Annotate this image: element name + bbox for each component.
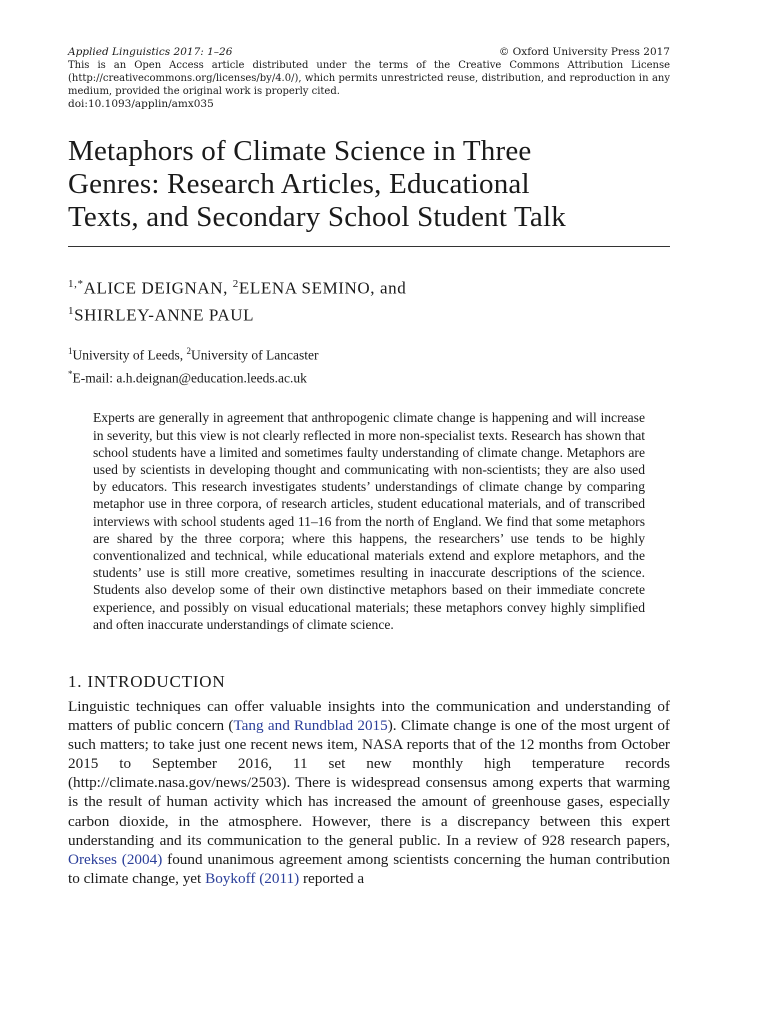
author-name: ELENA SEMINO, and — [238, 278, 407, 298]
author-sup: 1 — [68, 304, 75, 317]
title-line: Metaphors of Climate Science in Three — [68, 135, 532, 167]
abstract: Experts are generally in agreement that anthropogenic climate change is happening and will increase in severity, but this view is not clearly reflected in more non-specialist texts. Research has shown that school students have a limited and sometimes faulty understanding of climate change. Metaphors are used by scientists in developing thought and communicating with non-scientists; they are also used by educators. This research investigates students’ understandings of climate change by comparing metaphor use in three corpora, of research articles, student educational materials, and of transcribed interviews with school students aged 11–16 from the north of England. We find that some metaphors are shared by the three corpora; where this happens, the researchers’ use tends to be highly conventionalized and technical, while educational materials extend and explore metaphors, and the students’ use is still more creative, sometimes resulting in inaccurate descriptions of the science. Students also develop some of their own distinctive metaphors based on their immediate concrete experience, and possibly on visual educational materials; these metaphors convey highly simplified and often inaccurate understandings of climate science. — [93, 410, 645, 632]
title-line: Texts, and Secondary School Student Talk — [68, 201, 566, 233]
body-text: reported a — [299, 869, 365, 887]
title-line: Genres: Research Articles, Educational — [68, 168, 530, 200]
author-sup: 2 — [232, 278, 239, 290]
citation-link[interactable]: Orekses (2004) — [68, 850, 163, 868]
body-text: Linguistic techniques can offer valuable insights into the communication and understanding of matters of public concern ( — [68, 697, 670, 735]
author-name: SHIRLEY-ANNE PAUL — [74, 305, 255, 325]
title-rule — [68, 246, 670, 247]
body-text: found unanimous agreement among scientists concerning the human contribution to climate change, yet — [68, 850, 670, 887]
author-sup: 1,* — [68, 278, 84, 290]
article-title — [68, 135, 670, 234]
running-header — [68, 46, 670, 59]
citation-link[interactable]: Boykoff (2011) — [205, 869, 300, 887]
author-list — [68, 273, 670, 326]
body-text: ). Climate change is one of the most urgent of such matters; to take just one recent news item, NASA reports that of the 12 months from October 2015 to September 2016, 11 set new monthly high temperature records (http://climate.nasa.gov/news/2503). There is widespread consensus among experts that warming is the result of human activity which has increased the amount of greenhouse gases, especially carbon dioxide, in the atmosphere. However, there is a discrepancy between this expert understanding and its communication to the general public. In a review of 928 research papers, — [68, 717, 670, 849]
copyright-notice: © Oxford University Press 2017 — [498, 46, 670, 58]
citation-link[interactable]: Tang and Rundblad 2015 — [233, 717, 388, 735]
affiliation: University of Leeds, — [72, 347, 187, 363]
affiliations — [68, 342, 670, 387]
affil-sup: 2 — [186, 346, 191, 357]
doi[interactable]: doi:10.1093/applin/amx035 — [68, 98, 214, 110]
article-page — [68, 46, 670, 903]
affil-sup: 1 — [68, 346, 73, 357]
contact-email[interactable]: E-mail: a.h.deignan@education.leeds.ac.uk — [72, 370, 307, 386]
email-sup: * — [68, 368, 73, 379]
license-statement: This is an Open Access article distributed under the terms of the Creative Commons Attribution License (http://creativecommons.org/licenses/by/4.0/), which permits unrestricted reuse, distribution, and reproduction in any medium, provided the original work is properly cited. — [68, 60, 670, 97]
section-heading: 1. INTRODUCTION — [68, 671, 226, 691]
affiliation: University of Lancaster — [190, 347, 319, 363]
body-paragraph — [68, 697, 670, 888]
journal-citation: Applied Linguistics 2017: 1–26 — [68, 46, 233, 58]
author-name: ALICE DEIGNAN, — [83, 278, 233, 298]
